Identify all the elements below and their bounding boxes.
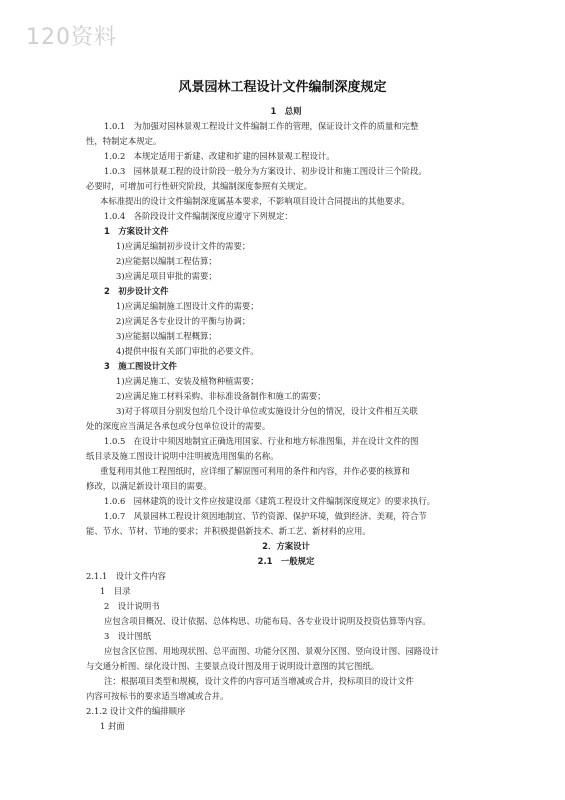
text-line: 处的深度应当满足各承包或分包单位设计的需要。 [86,421,271,431]
text-line: 2)应能据以编制工程估算； [116,256,217,266]
text-line: 能、节水、节材、节地的要求；并积极提倡新技术、新工艺、新材料的应用。 [86,526,371,536]
text-line: 1.0.2 本规定适用于新建、改建和扩建的园林景观工程设计。 [104,151,335,161]
text-line: 1 方案设计文件 [104,226,169,236]
text-line: 1)应满足编制初步设计文件的需要； [116,241,251,251]
document-body [86,104,486,734]
text-line: 1.0.1 为加强对园林景观工程设计文件编制工作的管理，保证设计文件的质量和完整 [104,121,419,131]
text-line: 修改，以满足新设计项目的需要。 [86,481,212,491]
text-line: 1)应满足施工、安装及植物种植需要； [116,376,259,386]
text-line: 1 总则 [270,106,302,116]
text-line: 应包含项目概况、设计依据、总体构思、功能布局、各专业设计说明及投资估算等内容。 [104,616,431,626]
text-line: 3)对于将项目分别发包给几个设计单位或实施设计分包的情况，设计文件相互关联 [116,406,418,416]
text-line: 1.0.6 园林建筑的设计文件应按建设部《建筑工程设计文件编制深度规定》的要求执行。 [104,496,436,506]
text-line: 1.0.7 风景园林工程设计须因地制宜、节约资源、保护环境，做到经济、美观，符合节 [104,511,427,521]
text-line: 注：根据项目类型和规模，设计文件的内容可适当增减或合并，投标项目的设计文件 [104,676,414,686]
text-line: 1 目录 [100,586,131,596]
text-line: 本标准提出的设计文件编制深度属基本要求，不影响项目设计合同提出的其他要求。 [100,196,410,206]
text-line: 1.0.5 在设计中须因地制宜正确选用国家、行业和地方标准图集，并在设计文件的图 [104,436,419,446]
text-line: 1.0.3 园林景观工程的设计阶段一般分为方案设计、初步设计和施工图设计三个阶段。 [104,166,427,176]
text-line: 3 施工图设计文件 [104,361,177,371]
text-line: 1 封面 [100,721,125,731]
text-line: 重复利用其他工程图纸时，应详细了解原图可利用的条件和内容，并作必要的核算和 [100,466,410,476]
text-line: 4)提供申报有关部门审批的必要文件。 [116,346,259,356]
text-line: 2 设计说明书 [104,601,160,611]
text-line: 必要时，可增加可行性研究阶段，其编制深度参照有关规定。 [86,181,313,191]
text-line: 性，特制定本规定。 [86,136,162,146]
text-line: 内容可按标书的要求适当增减或合并。 [86,691,229,701]
text-line: 3 设计图纸 [104,631,152,641]
text-line: 应包含区位图、用地现状图、总平面图、功能分区图、景观分区图、竖向设计图、园路设计 [104,646,439,656]
text-line: 2.1.2 设计文件的编排顺序 [86,706,186,716]
text-line: 1)应满足编制施工图设计文件的需要； [116,301,259,311]
text-line: 纸目录及施工图设计说明中注明被选用图集的名称。 [86,451,279,461]
text-line: 与交通分析图、绿化设计图、主要景点设计图及用于说明设计意图的其它图纸。 [86,661,380,671]
text-line: 3)应满足项目审批的需要； [116,271,217,281]
text-line: 2 初步设计文件 [104,286,169,296]
text-line: 2．方案设计 [262,541,310,551]
text-line: 2.1.1 设计文件内容 [86,571,166,581]
text-line: 1.0.4 各阶段设计文件编制深度应遵守下列规定： [104,211,293,221]
text-line: 2)应满足施工材料采购、非标准设备制作和施工的需要； [116,391,326,401]
document-title: 风景园林工程设计文件编制深度规定 [178,80,387,95]
text-line: 3)应能据以编制工程概算； [116,331,217,341]
text-line: 2)应满足各专业设计的平衡与协调； [116,316,251,326]
text-line: 2.1 一般规定 [257,556,315,566]
watermark-logo: 120资料 [26,25,117,50]
